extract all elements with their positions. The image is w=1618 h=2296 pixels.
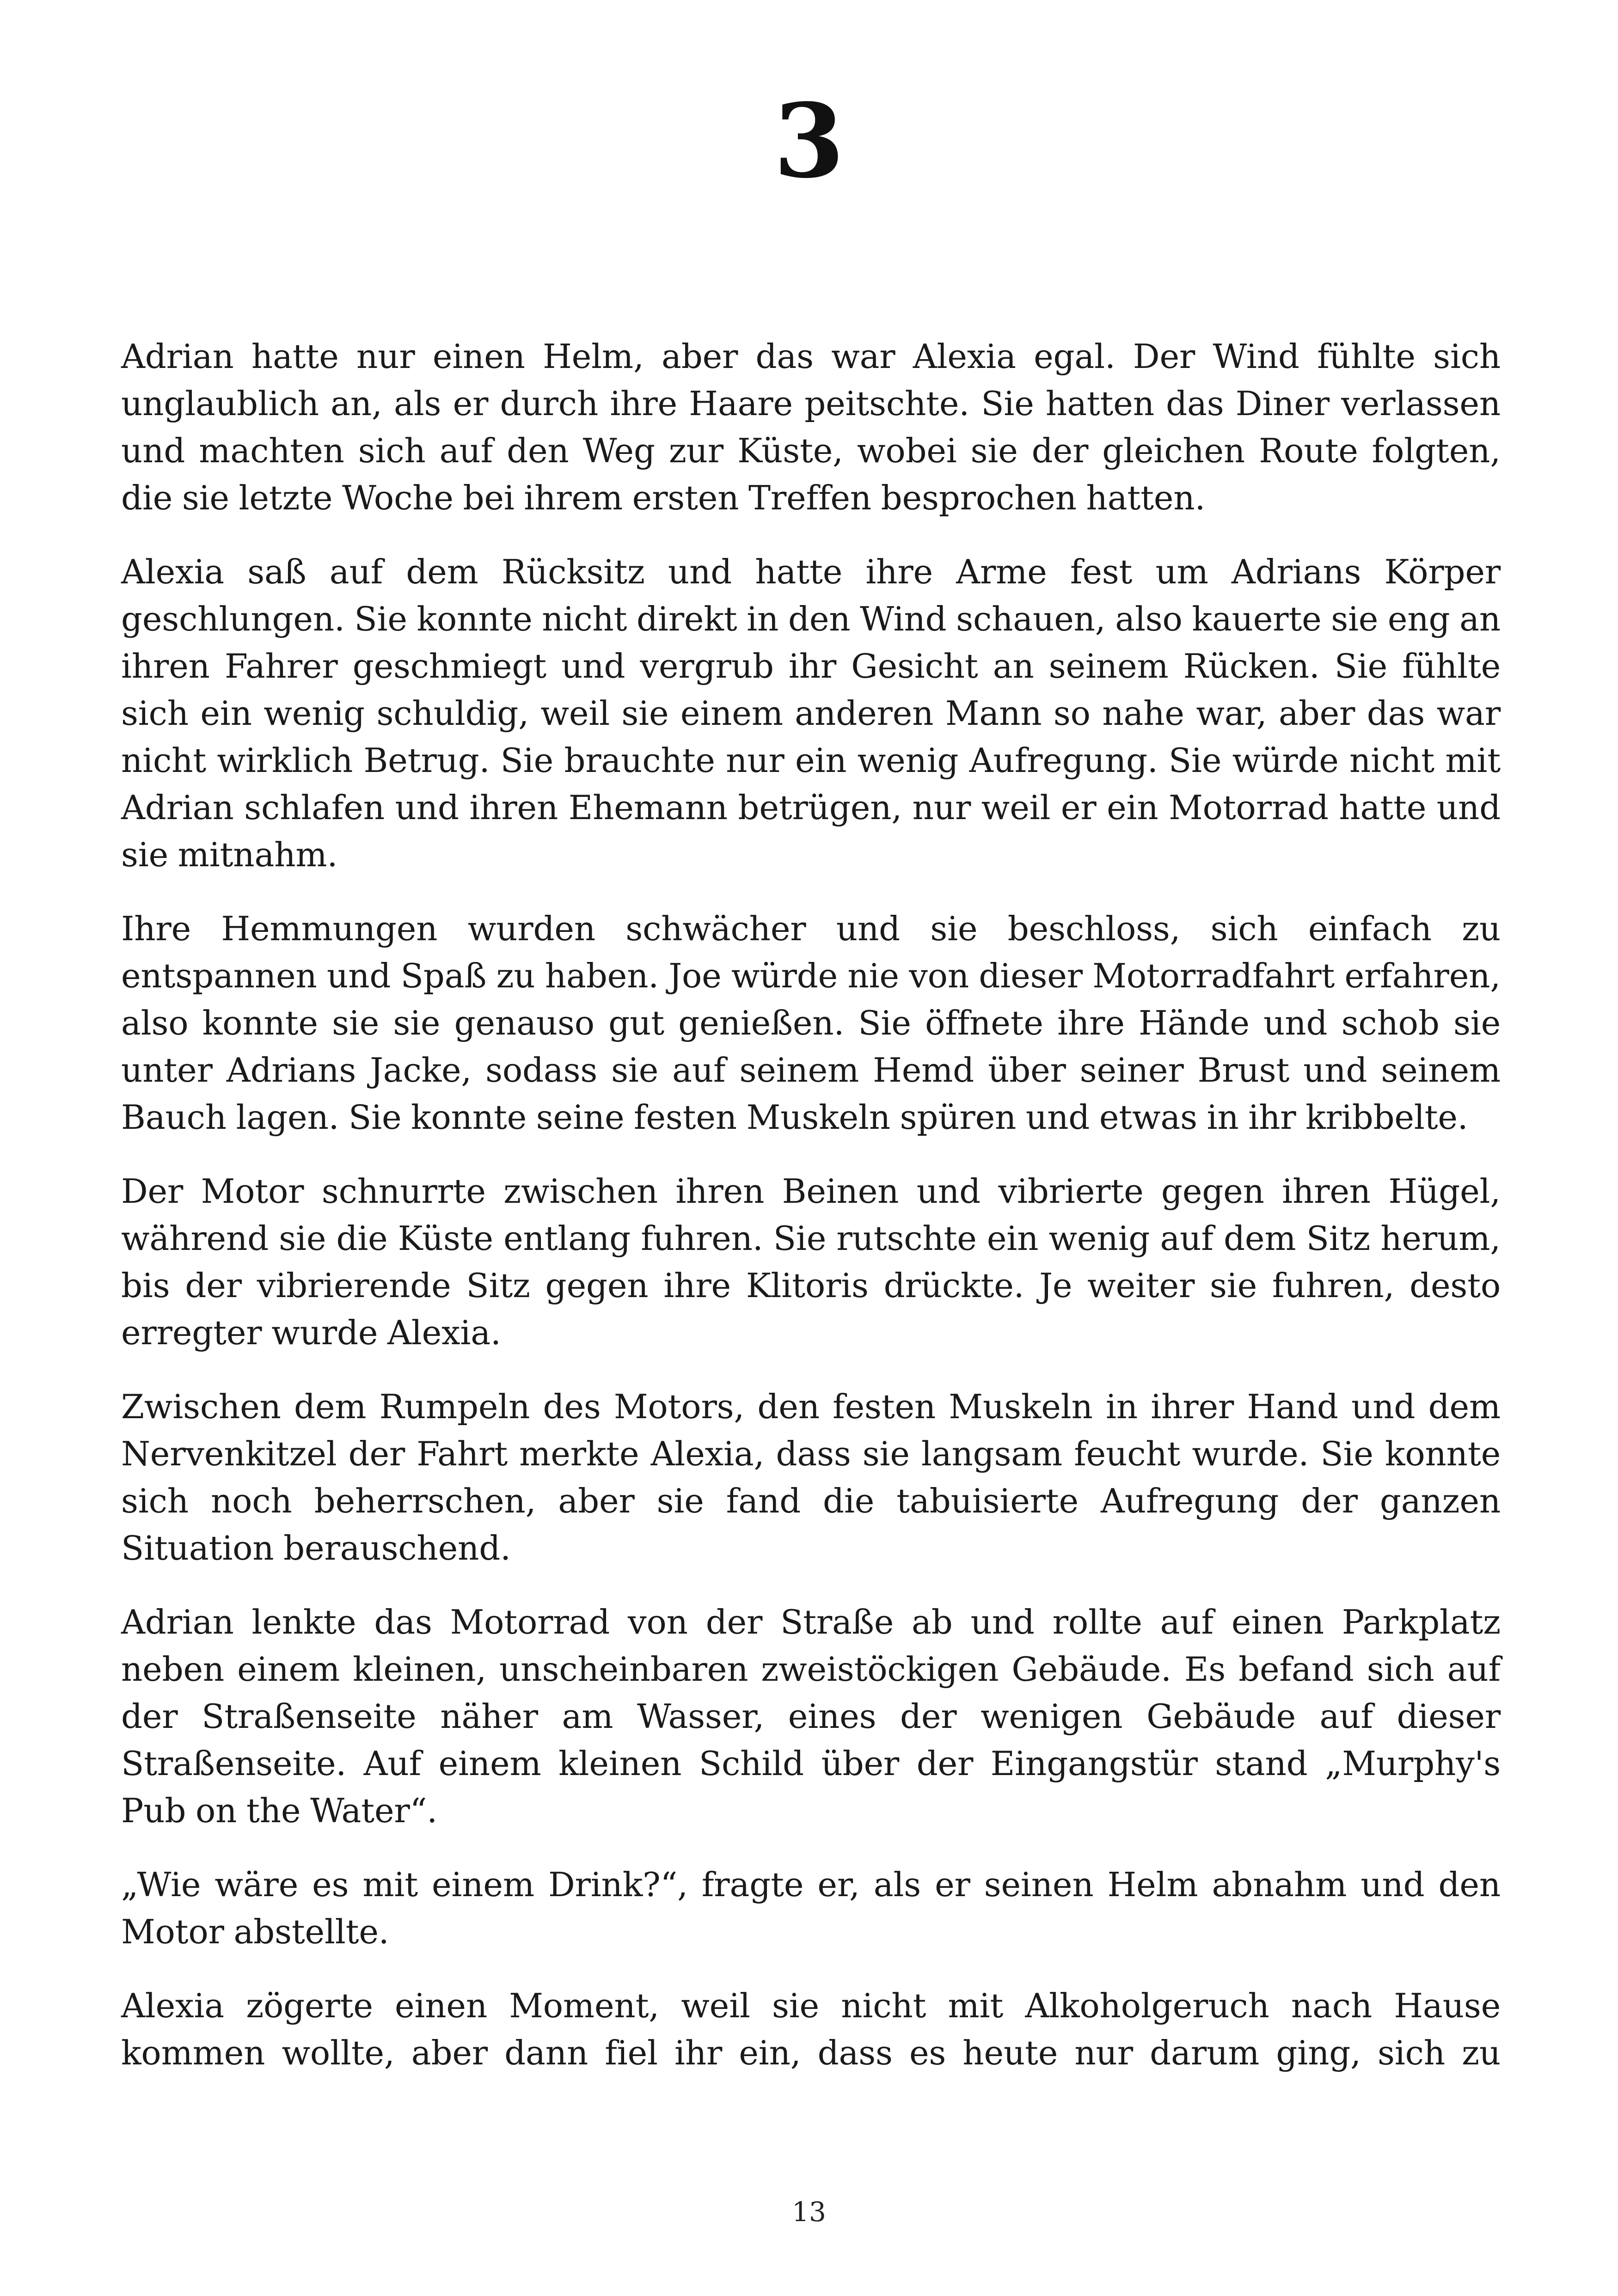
paragraph-2: Alexia saß auf dem Rücksitz und hatte ihre Arme fest um Adrians Körper geschlungen. Sie konnte nicht direkt in den Wind schauen, also kauerte sie eng an ihren Fahrer geschmiegt und vergrub ihr Gesicht an seinem Rücken. Sie fühlte sich ein wenig schuldig, weil sie einem anderen Mann so nahe war, aber das war nicht wirklich Betrug. Sie brauchte nur ein wenig Aufregung. Sie würde nicht mit Adrian schlafen und ihren Ehemann betrügen, nur weil er ein Motorrad hatte und sie mitnahm. — [121, 552, 1501, 874]
paragraph-3: Ihre Hemmungen wurden schwächer und sie beschloss, sich einfach zu entspannen und Spaß zu haben. Joe würde nie von dieser Motorradfahrt erfahren, also konnte sie sie genauso gut genießen. Sie öffnete ihre Hände und schob sie unter Adrians Jacke, sodass sie auf seinem Hemd über seiner Brust und seinem Bauch lagen. Sie konnte seine festen Muskeln spüren und etwas in ihr kribbelte. — [121, 909, 1501, 1137]
paragraph-4: Der Motor schnurrte zwischen ihren Beinen und vibrierte gegen ihren Hügel, während sie die Küste entlang fuhren. Sie rutschte ein wenig auf dem Sitz herum, bis der vibrierende Sitz gegen ihre Klitoris drückte. Je weiter sie fuhren, desto erregter wurde Alexia. — [121, 1172, 1501, 1352]
chapter-body — [121, 333, 1501, 2076]
page-number: 13 — [792, 2196, 826, 2228]
paragraph-6: Adrian lenkte das Motorrad von der Straße ab und rollte auf einen Parkplatz neben einem kleinen, unscheinbaren zweistöckigen Gebäude. Es befand sich auf der Straßenseite näher am Wasser, eines der wenigen Gebäude auf dieser Straßenseite. Auf einem kleinen Schild über der Eingangstür stand „Murphy's Pub on the Water“. — [121, 1603, 1501, 1830]
paragraph-8: Alexia zögerte einen Moment, weil sie nicht mit Alkoholgeruch nach Hause kommen wollte, aber dann fiel ihr ein, dass es heute nur darum ging, sich zu — [121, 1986, 1501, 2072]
paragraph-1: Adrian hatte nur einen Helm, aber das war Alexia egal. Der Wind fühlte sich unglaublich an, als er durch ihre Haare peitschte. Sie hatten das Diner verlassen und machten sich auf den Weg zur Küste, wobei sie der gleichen Route folgten, die sie letzte Woche bei ihrem ersten Treffen besprochen hatten. — [121, 337, 1501, 517]
paragraph-7: „Wie wäre es mit einem Drink?“, fragte er, als er seinen Helm abnahm und den Motor abstellte. — [121, 1865, 1501, 1951]
paragraph-5: Zwischen dem Rumpeln des Motors, den festen Muskeln in ihrer Hand und dem Nervenkitzel der Fahrt merkte Alexia, dass sie langsam feucht wurde. Sie konnte sich noch beherrschen, aber sie fand die tabuisierte Aufregung der ganzen Situation berauschend. — [121, 1387, 1501, 1567]
chapter-number: 3 — [773, 81, 845, 201]
